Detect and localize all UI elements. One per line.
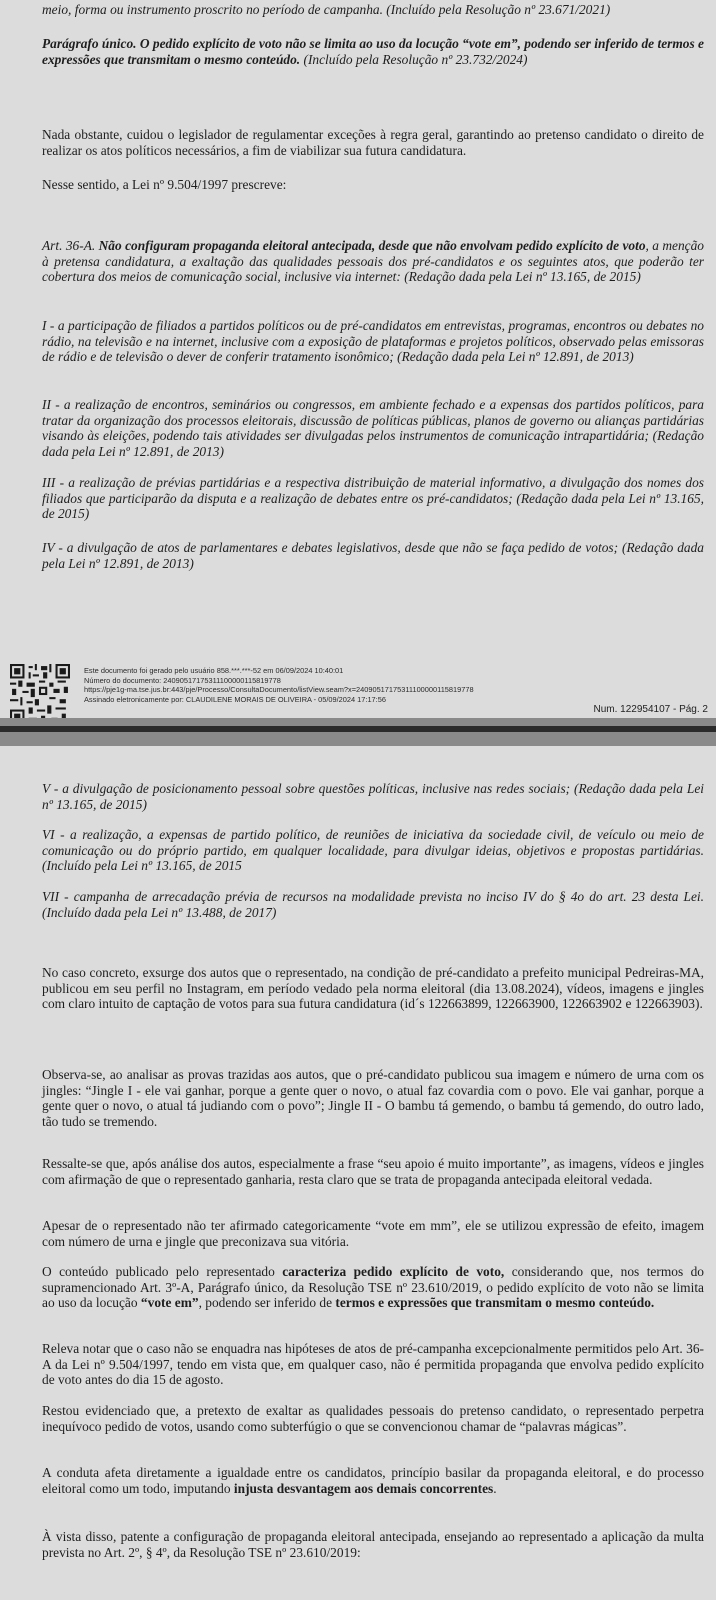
bold-text: “vote em” <box>140 1295 199 1311</box>
text-block <box>42 2 704 18</box>
text-block <box>42 1067 704 1129</box>
page-separator <box>0 718 716 746</box>
page-separator-bar <box>0 726 716 732</box>
text-block <box>42 965 704 1012</box>
paragraph <box>42 36 704 67</box>
text-span: . <box>493 1480 497 1496</box>
paragraph: No caso concreto, exsurge dos autos que o representado, na condição de pré-candidato a prefeito municipal Pedreiras-MA, publicou em seu perfil no Instagram, em período vedado pela norma eleitoral (dia 13.08.2024), vídeos, imagens e jingles com claro intuito de captação de votos para sua futura candidatura (id´s 122663899, 122663900, 122663902 e 122663903). <box>42 965 704 1012</box>
paragraph: I - a participação de filiados a partidos políticos ou de pré-candidatos em entrevistas, programas, encontros ou debates no rádio, na televisão e na internet, inclusive com a exposição de plataformas e projetos políticos, observado pelas emissoras de rádio e de televisão o dever de conferir tratamento isonômico; (Redação dada pela Lei nº 12.891, de 2013) <box>42 318 704 365</box>
paragraph: Observa-se, ao analisar as provas trazidas aos autos, que o pré-candidato publicou sua imagem e número de urna com os jingles: “Jingle I - ele vai ganhar, porque a gente quer o novo, o atual faz covardia com o povo. Ele vai ganhar, porque a gente quer o novo, o atual tá judiando com o povo”; Jingle II - O bambu tá gemendo, o bambu tá gemendo, do outro lado, tão tudo se tremendo. <box>42 1067 704 1129</box>
text-block <box>42 1341 704 1388</box>
bold-text: Não configuram propaganda eleitoral antecipada, desde que não envolvam pedido explícito de voto <box>98 238 646 253</box>
text-block <box>42 318 704 365</box>
paragraph <box>42 238 704 285</box>
text-span: A conduta afeta diretamente a igualdade entre os candidatos, princípio basilar da propaganda eleitoral, e do processo eleitoral como um todo, imputando <box>42 1465 704 1496</box>
text-span: considerando que, nos termos do supramencionado Art. 3º-A, Parágrafo único, da Resolução TSE nº 23.610/2019, o pedido explícito de voto não se limita ao uso da locução <box>42 1264 704 1311</box>
text-block <box>42 127 704 158</box>
footer-url-link[interactable]: https://pje1g-ma.tse.jus.br:443/pje/Processo/ConsultaDocumento/listView.seam?x=24090517175311100000115819778 <box>84 685 474 695</box>
bold-text: termos e expressões que transmitam o mesmo conteúdo. <box>335 1295 655 1311</box>
text-span: (Incluído pela Resolução nº 23.732/2024) <box>300 51 528 67</box>
footer-generated-line: Este documento foi gerado pelo usuário 858.***.***-52 em 06/09/2024 10:40:01 <box>84 666 344 675</box>
text-span: , a menção à pretensa candidatura, a exaltação das qualidades pessoais dos pré-candidatos e os seguintes atos, que poderão ter cobertura dos meios de comunicação social, inclusive via internet: (Redação dada pela Lei nº 13.165, de 2015) <box>42 238 704 285</box>
document-footer <box>10 664 708 724</box>
text-span: Art. 36-A. <box>42 238 99 253</box>
paragraph: Apesar de o representado não ter afirmado categoricamente “vote em mm”, ele se utilizou expressão de efeito, imagem com número de urna e jingle que preconizava sua vitória. <box>42 1218 704 1249</box>
text-span: O conteúdo publicado pelo representado <box>42 1264 283 1279</box>
text-block <box>42 1156 704 1187</box>
paragraph: Ressalte-se que, após análise dos autos, especialmente a frase “seu apoio é muito importante”, as imagens, vídeos e jingles com afirmação de que o representado ganharia, resta claro que se trata de propaganda antecipada eleitoral vedada. <box>42 1156 704 1187</box>
text-block <box>42 1218 704 1249</box>
footer-document-number: Número do documento: 24090517175311100000115819778 <box>84 675 281 685</box>
text-block <box>42 1403 704 1434</box>
paragraph: IV - a divulgação de atos de parlamentares e debates legislativos, desde que não se faça pedido de votos; (Redação dada pela Lei nº 12.891, de 2013) <box>42 540 704 571</box>
paragraph: VII - campanha de arrecadação prévia de recursos na modalidade prevista no inciso IV do § 4o do art. 23 desta Lei. (Incluído dada pela Lei nº 13.488, de 2017) <box>42 889 704 920</box>
text-block <box>42 177 704 193</box>
text-block <box>42 781 704 812</box>
qr-code-icon <box>10 664 70 724</box>
document-page-1 <box>0 0 716 718</box>
paragraph <box>42 1465 704 1496</box>
paragraph: III - a realização de prévias partidárias e a respectiva distribuição de material informativo, a divulgação dos nomes dos filiados que participarão da disputa e a realização de debates entre os pré-candidatos; (Redação dada pela Lei nº 13.165, de 2015) <box>42 475 704 522</box>
text-span: , podendo ser inferido de <box>198 1295 336 1311</box>
paragraph: Nesse sentido, a Lei nº 9.504/1997 prescreve: <box>42 177 287 192</box>
text-block <box>42 397 704 459</box>
footer-signature-info <box>84 666 474 704</box>
text-block <box>42 1529 704 1560</box>
paragraph <box>42 1264 704 1311</box>
paragraph: Nada obstante, cuidou o legislador de regulamentar exceções à regra geral, garantindo ao pretenso candidato o direito de realizar os atos políticos necessários, a fim de viabilizar sua futura candidatura. <box>42 127 704 158</box>
paragraph: Restou evidenciado que, a pretexto de exaltar as qualidades pessoais do pretenso candidato, o representado perpetra inequívoco pedido de votos, usando como subterfúgio o que se convencionou chamar de “palavras mágicas”. <box>42 1403 704 1434</box>
text-block <box>42 827 704 874</box>
text-block <box>42 889 704 920</box>
paragraph: À vista disso, patente a configuração de propaganda eleitoral antecipada, ensejando ao representado a aplicação da multa prevista no Art. 2º, § 4º, da Resolução TSE nº 23.610/2019: <box>42 1529 704 1560</box>
footer-signature-line: Assinado eletronicamente por: CLAUDILENE MORAIS DE OLIVEIRA - 05/09/2024 17:17:56 <box>84 694 386 704</box>
text-block <box>42 238 704 285</box>
document-page-2 <box>0 746 716 1600</box>
paragraph: V - a divulgação de posicionamento pessoal sobre questões políticas, inclusive nas redes sociais; (Redação dada pela Lei nº 13.165, de 2015) <box>42 781 704 812</box>
bold-text: Parágrafo único. <box>42 36 140 51</box>
paragraph: Releva notar que o caso não se enquadra nas hipóteses de atos de pré-campanha excepcionalmente permitidos pelo Art. 36-A da Lei nº 9.504/1997, tendo em vista que, em qualquer caso, não é permitida propaganda que envolva pedido explícito de voto antes do dia 15 de agosto. <box>42 1341 704 1388</box>
text-block <box>42 475 704 522</box>
text-block <box>42 1264 704 1311</box>
bold-text: caracteriza pedido explícito de voto, <box>282 1264 505 1279</box>
bold-text: O pedido explícito de voto não se limita ao uso da locução “vote em”, podendo ser inferido de termos e expressões que transmitam o mesmo conteúdo. <box>42 36 704 67</box>
bold-text: injusta desvantagem aos demais concorrentes <box>233 1480 494 1496</box>
paragraph: II - a realização de encontros, seminários ou congressos, em ambiente fechado e a expensas dos partidos políticos, para tratar da organização dos processos eleitorais, discussão de políticas públicas, planos de governo ou alianças partidárias visando às eleições, podendo tais atividades ser divulgadas pelos instrumentos de comunicação intrapartidária; (Redação dada pela Lei nº 12.891, de 2013) <box>42 397 704 459</box>
paragraph: meio, forma ou instrumento proscrito no período de campanha. (Incluído pela Resolução nº 23.671/2021) <box>42 2 611 17</box>
paragraph: VI - a realização, a expensas de partido político, de reuniões de iniciativa da sociedade civil, de veículo ou meio de comunicação ou do próprio partido, em qualquer localidade, para divulgar ideias, objetivos e propostas partidárias. (Incluído pela Lei nº 13.165, de 2015 <box>42 827 704 874</box>
text-block <box>42 540 704 571</box>
text-block <box>42 36 704 67</box>
page-number: Num. 122954107 - Pág. 2 <box>593 704 708 715</box>
text-block <box>42 1465 704 1496</box>
